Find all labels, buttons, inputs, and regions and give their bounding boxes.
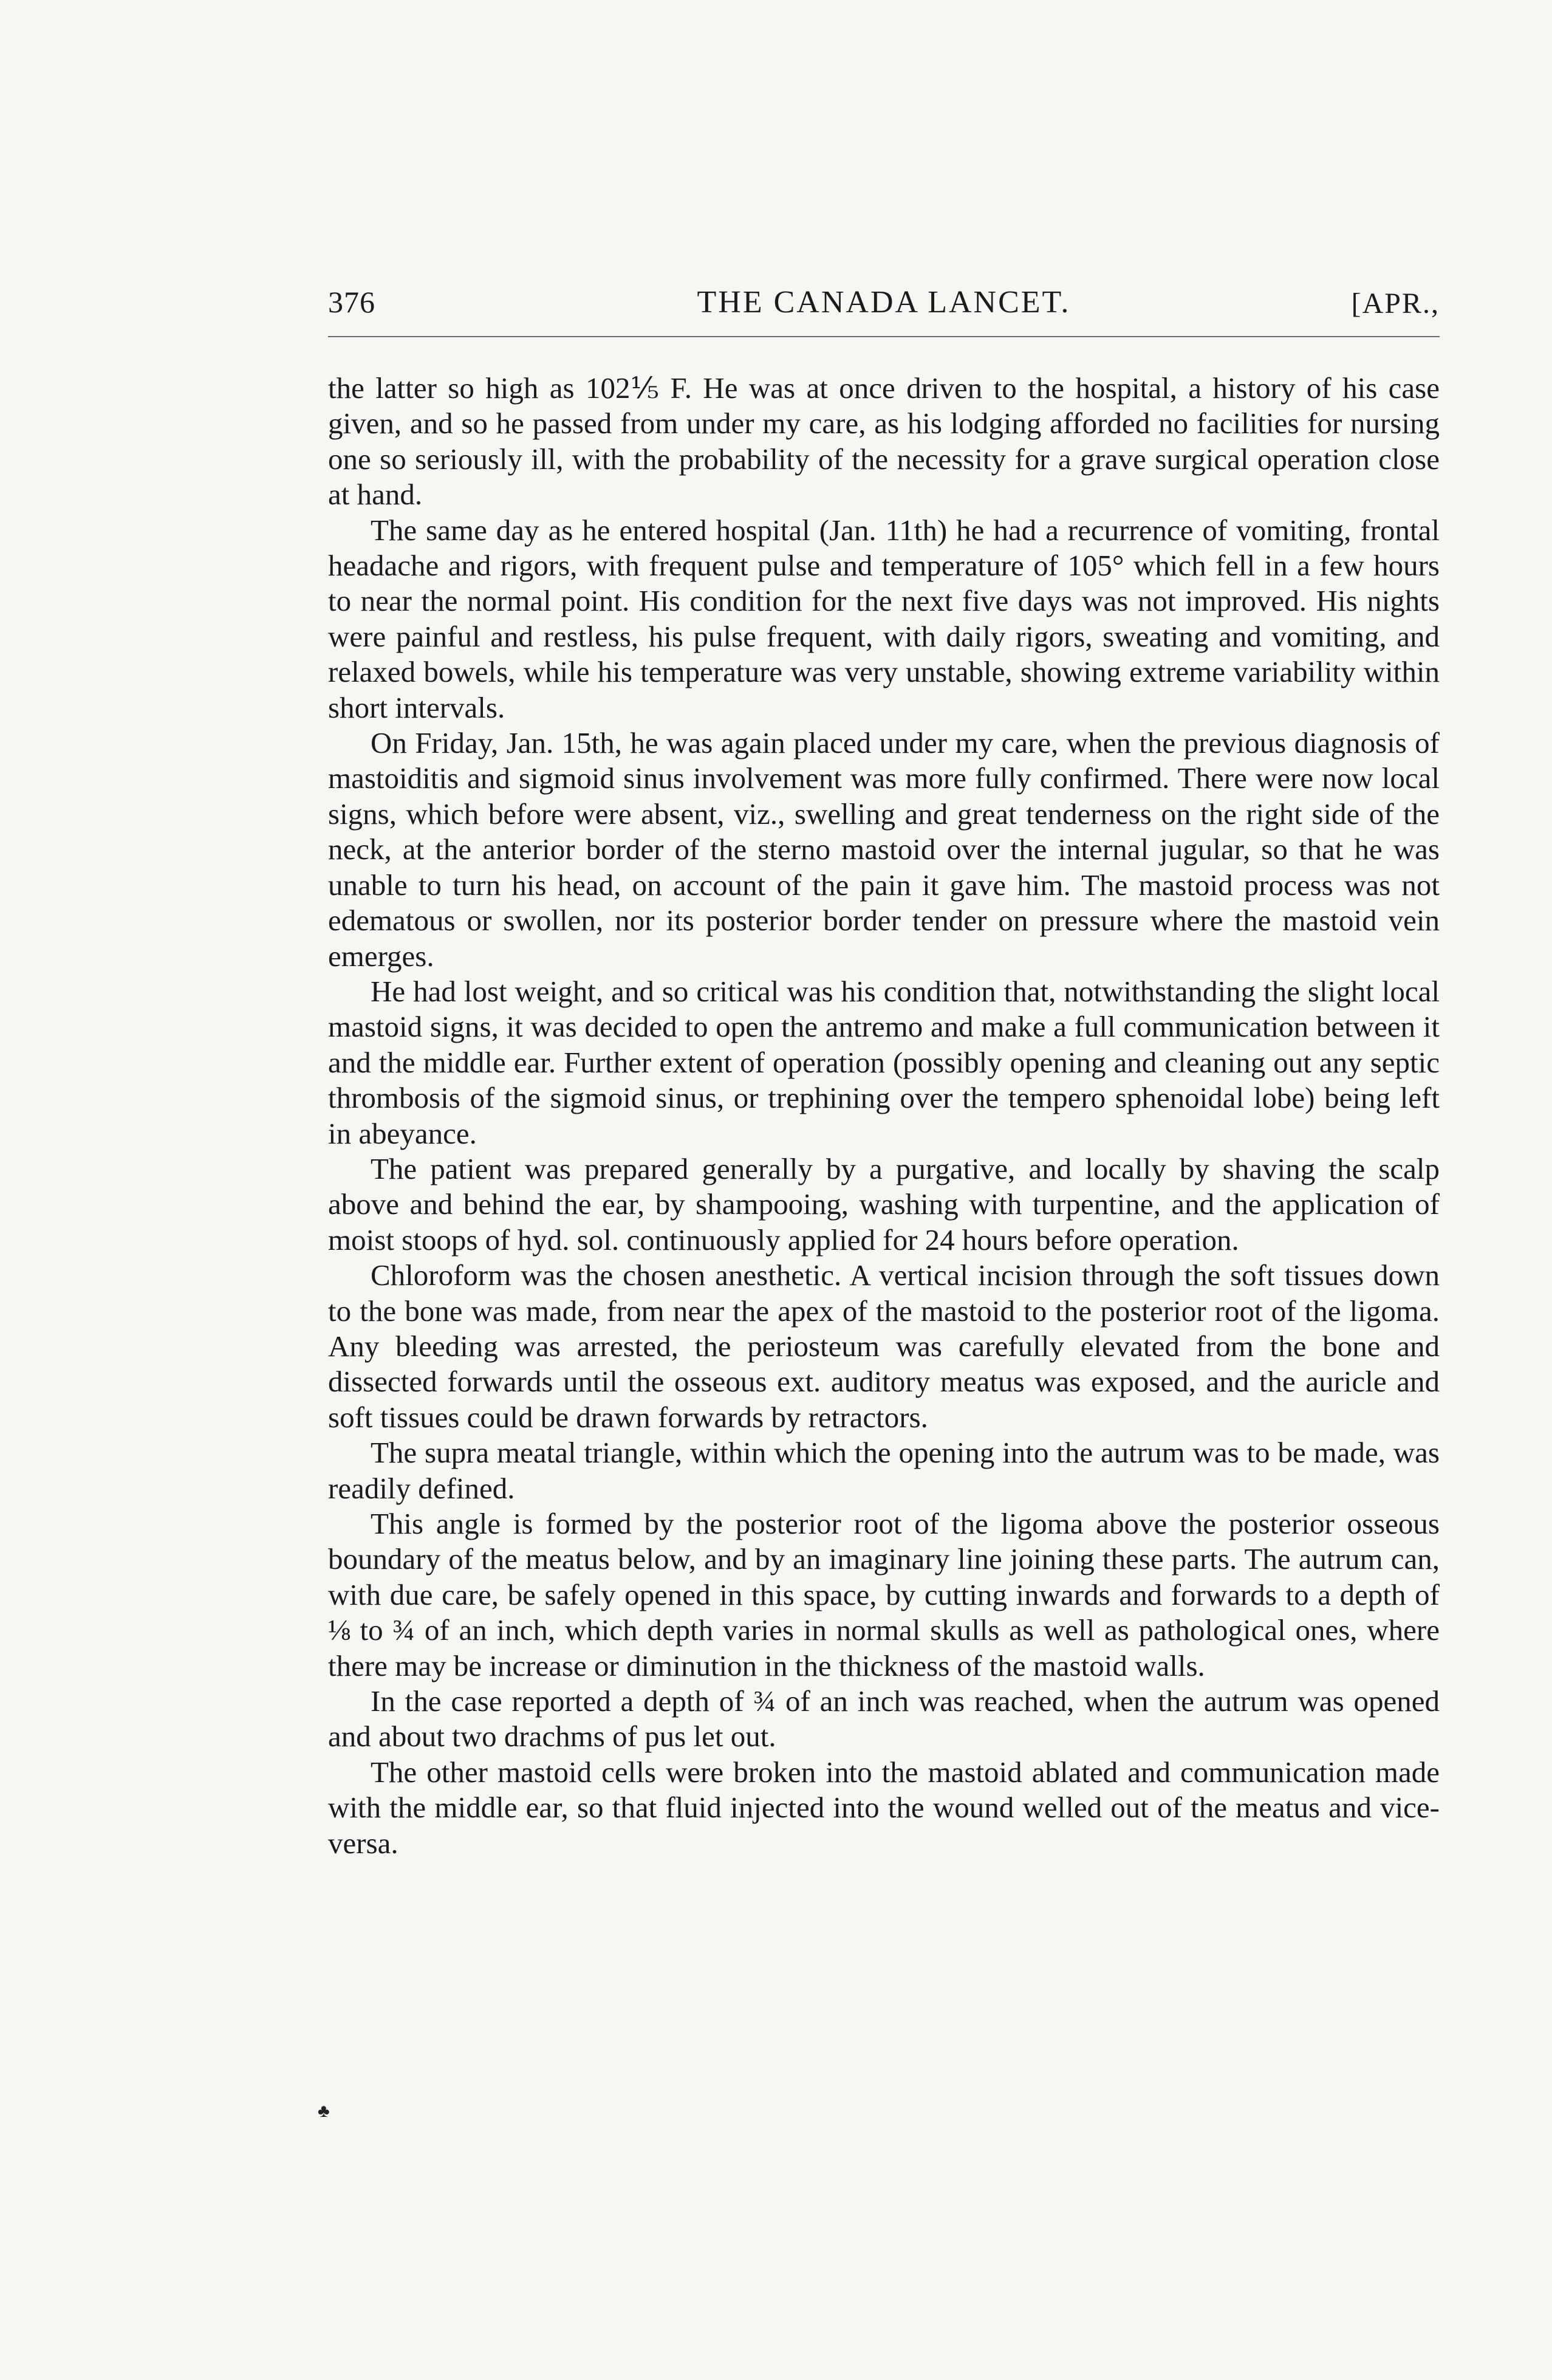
- header-rule: [328, 336, 1440, 337]
- paragraph: the latter so high as 102⅕ F. He was at once driven to the hospital, a history of his case given, and so he passed from under my care, as his lodging afforded no facilities for nursing one so seriously ill, with the probability of the necessity for a grave surgical operation close at hand.: [328, 371, 1440, 512]
- paragraph: The supra meatal triangle, within which the opening into the autrum was to be made, was readily defined.: [328, 1436, 1440, 1505]
- paragraph: The patient was prepared generally by a purgative, and locally by shaving the scalp above and behind the ear, by shampooing, washing with turpentine, and the application of moist stoops of hyd. sol. continuously applied for 24 hours before operation.: [328, 1151, 1440, 1257]
- paragraph: In the case reported a depth of ¾ of an inch was reached, when the autrum was opened and about two drachms of pus let out.: [328, 1684, 1440, 1754]
- running-head: [328, 284, 1440, 327]
- issue-month: [APR.,: [1351, 287, 1440, 320]
- paragraph: The same day as he entered hospital (Jan. 11th) he had a recurrence of vomiting, frontal headache and rigors, with frequent pulse and temperature of 105° which fell in a few hours to near the normal point. His condition for the next five days was not improved. His nights were painful and restless, his pulse frequent, with daily rigors, sweating and vomiting, and relaxed bowels, while his temperature was very unstable, showing extreme variability within short intervals.: [328, 513, 1440, 724]
- paragraph: Chloroform was the chosen anesthetic. A vertical incision through the soft tissues down to the bone was made, from near the apex of the mastoid to the posterior root of the ligoma. Any bleeding was arrested, the periosteum was carefully elevated from the bone and dissected forwards until the osseous ext. auditory meatus was exposed, and the auricle and soft tissues could be drawn forwards by retractors.: [328, 1258, 1440, 1434]
- journal-title: THE CANADA LANCET.: [697, 285, 1071, 320]
- page-number: 376: [328, 285, 375, 319]
- paragraph: This angle is formed by the posterior root of the ligoma above the posterior osseous boundary of the meatus below, and by an imaginary line joining these parts. The autrum can, with due care, be safely opened in this space, by cutting inwards and forwards to a depth of ⅛ to ¾ of an inch, which depth varies in normal skulls as well as pathological ones, where there may be increase or diminution in the thickness of the mastoid walls.: [328, 1507, 1440, 1682]
- paragraph: The other mastoid cells were broken into the mastoid ablated and communication made with the middle ear, so that fluid injected into the wound welled out of the meatus and vice-versa.: [328, 1755, 1440, 1860]
- margin-mark: ♣: [318, 2101, 330, 2121]
- paragraph: He had lost weight, and so critical was his condition that, notwithstanding the slight local mastoid signs, it was decided to open the antremo and make a full communication between it and the middle ear. Further extent of operation (possibly opening and cleaning out any septic thrombosis of the sigmoid sinus, or trephining over the tempero sphenoidal lobe) being left in abeyance.: [328, 974, 1440, 1150]
- paragraph: On Friday, Jan. 15th, he was again placed under my care, when the previous diagnosis of mastoiditis and sigmoid sinus involvement was more fully confirmed. There were now local signs, which before were absent, viz., swelling and great tenderness on the right side of the neck, at the anterior border of the sterno mastoid over the internal jugular, so that he was unable to turn his head, on account of the pain it gave him. The mastoid process was not edematous or swollen, nor its posterior border tender on pressure where the mastoid vein emerges.: [328, 726, 1440, 973]
- article-body: [328, 371, 1440, 1861]
